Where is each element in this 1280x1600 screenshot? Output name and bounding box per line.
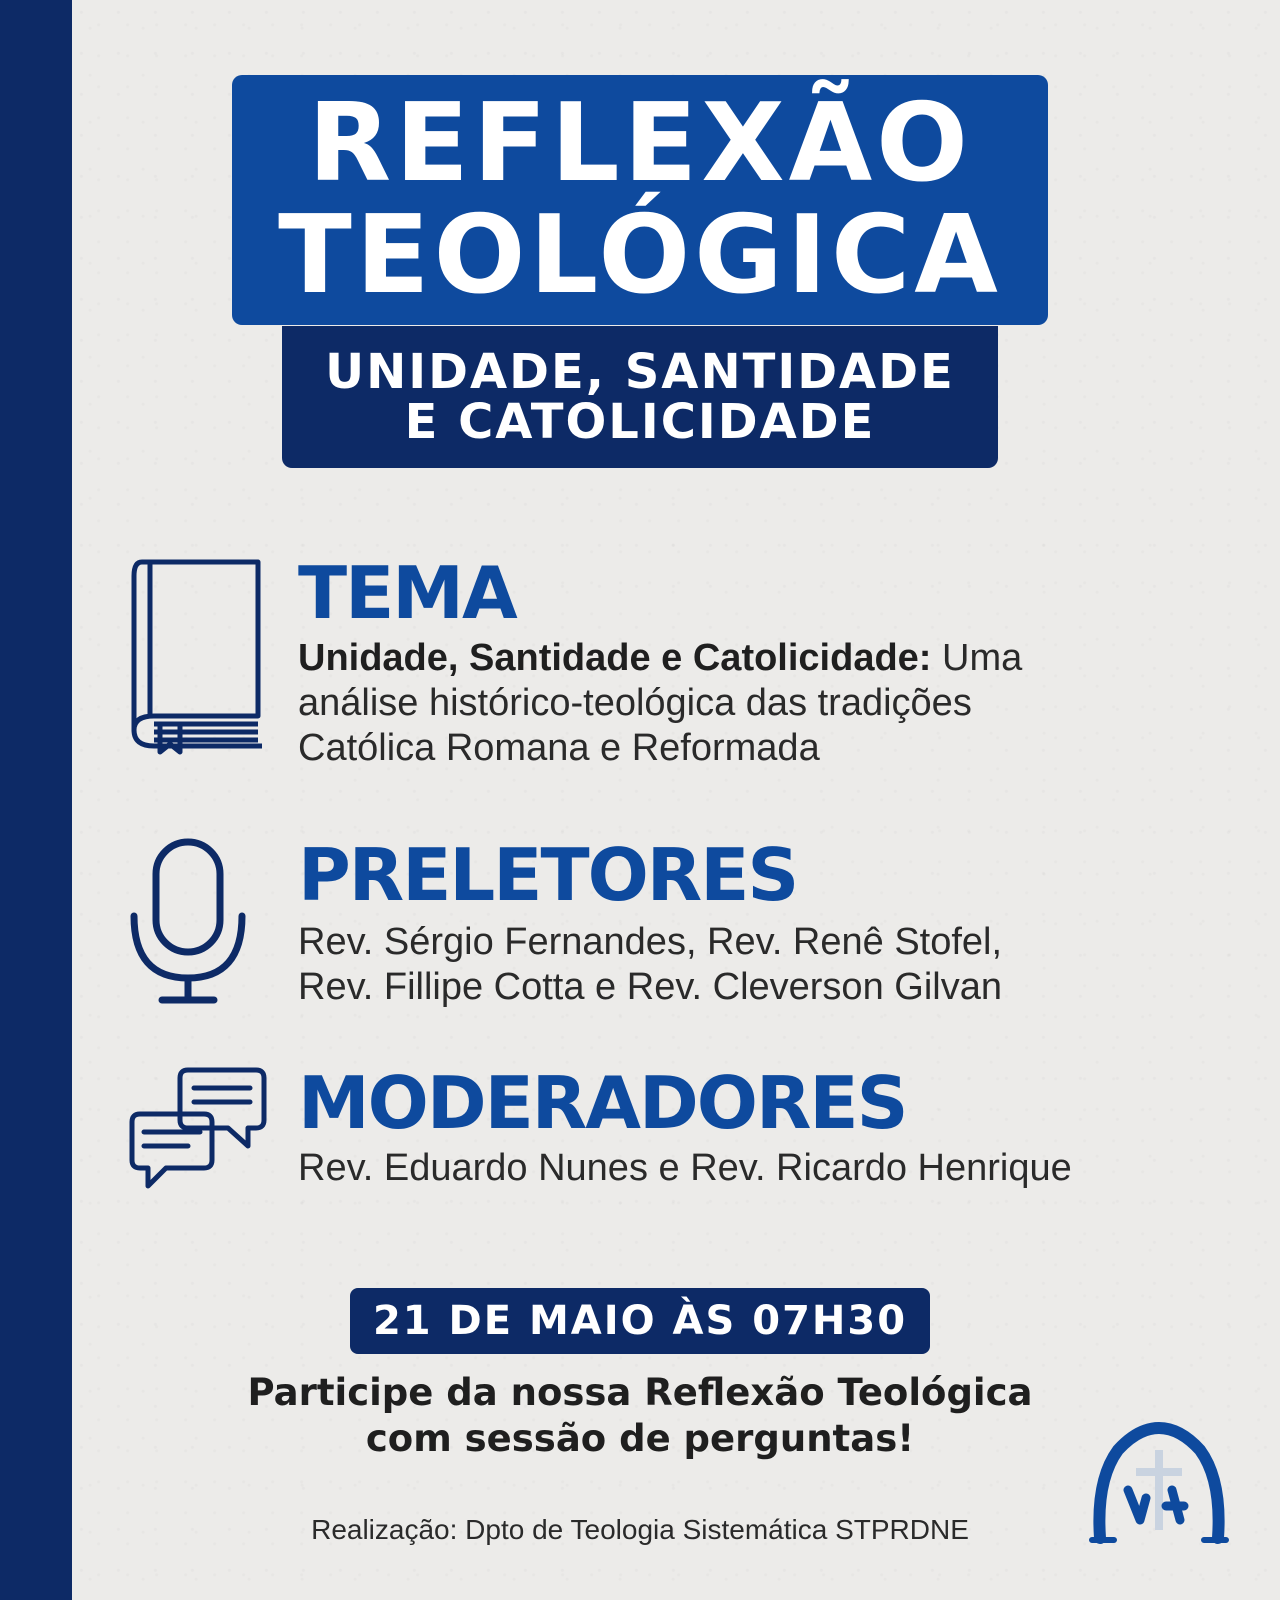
moderadores-section (128, 1061, 1248, 1206)
tema-bold-text: Unidade, Santidade e Catolicidade: (298, 637, 932, 679)
left-accent-bar (0, 0, 72, 1600)
subtitle-banner (282, 326, 998, 468)
book-icon (128, 556, 268, 761)
preletores-section (128, 833, 1248, 1008)
moderadores-line1: Rev. Eduardo Nunes e Rev. Ricardo Henrique (298, 1147, 1072, 1189)
seminary-logo-icon (1088, 1420, 1230, 1550)
chat-bubbles-icon (128, 1066, 268, 1201)
preletores-heading: PRELETORES (298, 833, 798, 917)
preletores-text (298, 920, 1002, 1010)
footer-credit: Realização: Dpto de Teologia Sistemática STPRDNE (311, 1514, 969, 1545)
title-banner (232, 75, 1048, 325)
preletores-line2: Rev. Fillipe Cotta e Rev. Cleverson Gilvan (298, 966, 1002, 1008)
cta-line1: Participe da nossa Reflexão Teológica (247, 1371, 1033, 1414)
title-line-1: REFLEXÃO (308, 81, 972, 206)
tema-section (128, 551, 1248, 769)
moderadores-heading: MODERADORES (298, 1061, 907, 1145)
tema-text-line1: Uma (931, 637, 1023, 679)
subtitle-line-1: UNIDADE, SANTIDADE (325, 344, 955, 400)
moderadores-text (298, 1146, 1072, 1191)
microphone-icon (128, 838, 248, 1013)
tema-text-line2: análise histórico-teológica das tradições (298, 682, 972, 724)
preletores-line1: Rev. Sérgio Fernandes, Rev. Renê Stofel, (298, 921, 1003, 963)
tema-heading: TEMA (298, 551, 516, 635)
event-date-badge: 21 DE MAIO ÀS 07H30 (350, 1288, 930, 1354)
cta-line2: com sessão de perguntas! (365, 1417, 915, 1460)
subtitle-line-2: E CATOLICIDADE (404, 394, 876, 450)
title-line-2: TEOLÓGICA (278, 193, 1002, 318)
tema-text (298, 636, 1022, 771)
call-to-action (190, 1370, 1090, 1462)
tema-text-line3: Católica Romana e Reformada (298, 727, 820, 769)
